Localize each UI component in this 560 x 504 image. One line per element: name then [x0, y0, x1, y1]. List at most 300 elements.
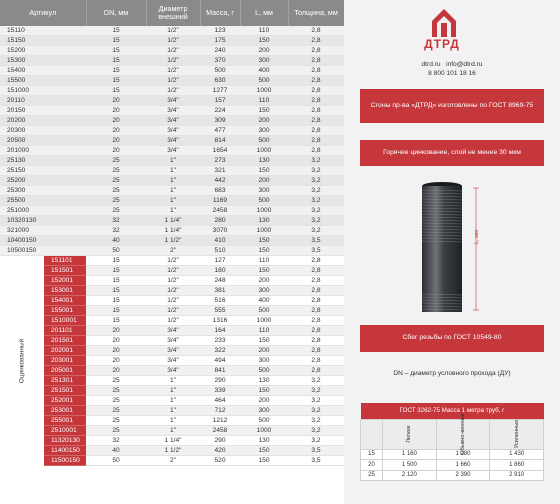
cell-article: 202001 [44, 346, 86, 356]
cell-mass: 280 [200, 216, 240, 226]
cell-length: 1000 [240, 206, 288, 216]
cell-mass: 127 [200, 256, 240, 266]
cell-diameter: 1/2" [146, 26, 200, 36]
table-row [0, 436, 344, 446]
table-row [0, 196, 344, 206]
cell-article: 10400150 [0, 236, 86, 246]
cell-mass: 157 [200, 96, 240, 106]
thread-note: Сбег резьбы по ГОСТ 10549-80 [360, 325, 544, 352]
cell-article: 201501 [44, 336, 86, 346]
cell-article: 20500 [0, 136, 86, 146]
mass-cell: 1 500 [383, 460, 437, 471]
cell-diameter: 3/4" [146, 126, 200, 136]
cell-length: 150 [240, 166, 288, 176]
cell-diameter: 3/4" [146, 146, 200, 156]
cell-length: 150 [240, 446, 288, 456]
cell-thickness: 2,8 [288, 286, 344, 296]
cell-mass: 1277 [200, 86, 240, 96]
cell-mass: 224 [200, 106, 240, 116]
cell-diameter: 1" [146, 196, 200, 206]
mass-table-title: ГОСТ 3262-75 Масса 1 метра труб, г [361, 403, 544, 419]
mass-cell: 20 [361, 460, 383, 471]
cell-dn: 15 [86, 86, 146, 96]
cell-thickness: 2,8 [288, 306, 344, 316]
cell-mass: 273 [200, 156, 240, 166]
cell-mass: 442 [200, 176, 240, 186]
cell-article: 15300 [0, 56, 86, 66]
mass-cell: 25 [361, 470, 383, 481]
cell-mass: 1654 [200, 146, 240, 156]
cell-thickness: 3,2 [288, 226, 344, 236]
cell-thickness: 3,2 [288, 156, 344, 166]
table-row [0, 446, 344, 456]
cell-length: 300 [240, 126, 288, 136]
cell-diameter: 1 1/4" [146, 436, 200, 446]
cell-article: 151000 [0, 86, 86, 96]
mass-cell: 1 860 [490, 460, 544, 471]
cell-dn: 20 [86, 146, 146, 156]
cell-thickness: 2,8 [288, 276, 344, 286]
cell-dn: 25 [86, 416, 146, 426]
cell-mass: 555 [200, 306, 240, 316]
cell-dn: 40 [86, 236, 146, 246]
cell-length: 500 [240, 306, 288, 316]
cell-dn: 40 [86, 446, 146, 456]
cell-dn: 20 [86, 356, 146, 366]
cell-mass: 477 [200, 126, 240, 136]
cell-article: 15500 [0, 76, 86, 86]
mass-cell: 2 120 [383, 470, 437, 481]
col-mass: Масса, г [200, 0, 240, 26]
cell-thickness: 3,2 [288, 186, 344, 196]
table-row [0, 426, 344, 436]
mass-head-light: Легкие [383, 419, 437, 449]
cell-thickness: 3,5 [288, 446, 344, 456]
mass-row [361, 460, 544, 471]
cell-thickness: 3,5 [288, 456, 344, 466]
cell-dn: 15 [86, 76, 146, 86]
cell-diameter: 1 1/4" [146, 216, 200, 226]
cell-mass: 175 [200, 36, 240, 46]
cell-dn: 15 [86, 66, 146, 76]
email-link[interactable]: info@dtrd.ru [446, 61, 483, 68]
length-label: L, мм [473, 230, 480, 244]
cell-dn: 15 [86, 266, 146, 276]
cell-article: 252001 [44, 396, 86, 406]
table-row [0, 246, 344, 256]
cell-article: 25300 [0, 186, 86, 196]
cell-diameter: 1/2" [146, 56, 200, 66]
cell-article: 20200 [0, 116, 86, 126]
table-row [0, 256, 344, 266]
cell-thickness: 2,8 [288, 346, 344, 356]
cell-thickness: 3,2 [288, 216, 344, 226]
cell-dn: 25 [86, 166, 146, 176]
cell-article: 251301 [44, 376, 86, 386]
mass-cell: 1 430 [490, 449, 544, 460]
cell-thickness: 2,8 [288, 296, 344, 306]
cell-diameter: 1" [146, 416, 200, 426]
cell-diameter: 1" [146, 206, 200, 216]
cell-dn: 15 [86, 276, 146, 286]
cell-diameter: 3/4" [146, 356, 200, 366]
cell-dn: 32 [86, 216, 146, 226]
cell-dn: 20 [86, 366, 146, 376]
cell-length: 200 [240, 276, 288, 286]
cell-article: 255001 [44, 416, 86, 426]
cell-dn: 20 [86, 96, 146, 106]
table-row [0, 46, 344, 56]
cell-diameter: 1/2" [146, 46, 200, 56]
cell-mass: 321 [200, 166, 240, 176]
table-row [0, 116, 344, 126]
pipe-illustration [380, 178, 500, 318]
cell-thickness: 2,8 [288, 56, 344, 66]
cell-length: 1000 [240, 426, 288, 436]
cell-article: 152001 [44, 276, 86, 286]
phone-number[interactable]: 8 800 101 18 16 [428, 70, 476, 77]
cell-length: 150 [240, 106, 288, 116]
cell-article: 321000 [0, 226, 86, 236]
cell-diameter: 1/2" [146, 266, 200, 276]
cell-article: 25150 [0, 166, 86, 176]
table-body-galvanized [0, 256, 344, 466]
mass-row [361, 449, 544, 460]
cell-mass: 240 [200, 46, 240, 56]
cell-thickness: 3,2 [288, 176, 344, 186]
mass-cell: 2 390 [436, 470, 490, 481]
cell-thickness: 3,2 [288, 416, 344, 426]
table-row [0, 326, 344, 336]
cell-article: 151501 [44, 266, 86, 276]
cell-thickness: 2,8 [288, 116, 344, 126]
mass-cell: 2 910 [490, 470, 544, 481]
cell-length: 130 [240, 376, 288, 386]
cell-article: 25130 [0, 156, 86, 166]
cell-thickness: 2,8 [288, 106, 344, 116]
cell-mass: 510 [200, 246, 240, 256]
cell-dn: 15 [86, 26, 146, 36]
table-row [0, 66, 344, 76]
cell-thickness: 2,8 [288, 326, 344, 336]
cell-article: 15400 [0, 66, 86, 76]
brand-name: ДТРД [424, 37, 460, 51]
cell-article: 205001 [44, 366, 86, 376]
cell-length: 150 [240, 336, 288, 346]
table-row [0, 386, 344, 396]
cell-dn: 25 [86, 406, 146, 416]
cell-diameter: 1" [146, 396, 200, 406]
cell-dn: 15 [86, 316, 146, 326]
cell-mass: 410 [200, 236, 240, 246]
cell-length: 150 [240, 246, 288, 256]
cell-thickness: 2,8 [288, 256, 344, 266]
table-row [0, 336, 344, 346]
cell-diameter: 3/4" [146, 116, 200, 126]
cell-diameter: 1 1/4" [146, 226, 200, 236]
cell-length: 300 [240, 356, 288, 366]
cell-article: 20150 [0, 106, 86, 116]
cell-thickness: 3,5 [288, 246, 344, 256]
table-row [0, 156, 344, 166]
cell-diameter: 3/4" [146, 96, 200, 106]
cell-length: 130 [240, 156, 288, 166]
info-panel [344, 0, 560, 504]
cell-article: 10500150 [0, 246, 86, 256]
cell-length: 500 [240, 366, 288, 376]
cell-length: 110 [240, 326, 288, 336]
cell-dn: 25 [86, 186, 146, 196]
cell-length: 300 [240, 186, 288, 196]
cell-dn: 15 [86, 286, 146, 296]
cell-article: 15150 [0, 36, 86, 46]
cell-article: 201101 [44, 326, 86, 336]
cell-mass: 712 [200, 406, 240, 416]
mass-head-ordinary: Обыкно-венные [436, 419, 490, 449]
cell-diameter: 3/4" [146, 136, 200, 146]
col-diameter: Диаметр внешний [146, 0, 200, 26]
cell-length: 200 [240, 46, 288, 56]
cell-article: 25500 [0, 196, 86, 206]
cell-article: 2510001 [44, 426, 86, 436]
cell-length: 400 [240, 296, 288, 306]
cell-mass: 180 [200, 266, 240, 276]
cell-article: 11500150 [44, 456, 86, 466]
col-thickness: Толщина, мм [288, 0, 344, 26]
mass-table-body [361, 449, 544, 481]
table-row [0, 216, 344, 226]
cell-dn: 25 [86, 426, 146, 436]
cell-thickness: 3,2 [288, 406, 344, 416]
cell-dn: 25 [86, 206, 146, 216]
table-row [0, 266, 344, 276]
cell-dn: 20 [86, 116, 146, 126]
cell-diameter: 1/2" [146, 316, 200, 326]
cell-mass: 2458 [200, 426, 240, 436]
contacts [344, 60, 560, 78]
cell-mass: 164 [200, 326, 240, 336]
cell-diameter: 1/2" [146, 296, 200, 306]
cell-diameter: 1" [146, 376, 200, 386]
cell-article: 25200 [0, 176, 86, 186]
cell-thickness: 2,8 [288, 366, 344, 376]
table-row [0, 286, 344, 296]
cell-diameter: 1" [146, 156, 200, 166]
cell-mass: 290 [200, 436, 240, 446]
table-row [0, 296, 344, 306]
cell-diameter: 1/2" [146, 36, 200, 46]
cell-length: 110 [240, 26, 288, 36]
cell-thickness: 2,8 [288, 26, 344, 36]
table-row [0, 186, 344, 196]
table-row [0, 226, 344, 236]
cell-diameter: 1 1/2" [146, 446, 200, 456]
cell-length: 1000 [240, 316, 288, 326]
table-row [0, 136, 344, 146]
cell-mass: 322 [200, 346, 240, 356]
cell-dn: 50 [86, 456, 146, 466]
cell-article: 154001 [44, 296, 86, 306]
cell-length: 400 [240, 66, 288, 76]
cell-mass: 1316 [200, 316, 240, 326]
cell-length: 200 [240, 396, 288, 406]
cell-diameter: 1/2" [146, 276, 200, 286]
cell-thickness: 3,2 [288, 376, 344, 386]
cell-diameter: 1/2" [146, 86, 200, 96]
cell-article: 11320130 [44, 436, 86, 446]
cell-diameter: 2" [146, 246, 200, 256]
cell-dn: 32 [86, 436, 146, 446]
table-row [0, 306, 344, 316]
cell-article: 10320130 [0, 216, 86, 226]
mass-head-reinforced: Усиленные [490, 419, 544, 449]
cell-dn: 15 [86, 36, 146, 46]
cell-thickness: 2,8 [288, 126, 344, 136]
cell-length: 110 [240, 96, 288, 106]
mass-cell: 1 660 [436, 460, 490, 471]
table-row [0, 366, 344, 376]
cell-length: 500 [240, 196, 288, 206]
mass-head-dn [361, 419, 383, 449]
cell-dn: 15 [86, 256, 146, 266]
cell-article: 155001 [44, 306, 86, 316]
cell-diameter: 1/2" [146, 256, 200, 266]
cell-thickness: 3,2 [288, 386, 344, 396]
cell-dn: 20 [86, 336, 146, 346]
cell-diameter: 1" [146, 186, 200, 196]
cell-thickness: 3,2 [288, 396, 344, 406]
cell-thickness: 2,8 [288, 146, 344, 156]
table-body-black [0, 26, 344, 256]
table-row [0, 276, 344, 286]
cell-dn: 15 [86, 46, 146, 56]
cell-mass: 3070 [200, 226, 240, 236]
cell-thickness: 3,2 [288, 206, 344, 216]
cell-diameter: 1" [146, 176, 200, 186]
cell-mass: 248 [200, 276, 240, 286]
cell-article: 20300 [0, 126, 86, 136]
cell-thickness: 3,2 [288, 166, 344, 176]
table-row [0, 36, 344, 46]
cell-diameter: 3/4" [146, 336, 200, 346]
table-row [0, 396, 344, 406]
cell-article: 15200 [0, 46, 86, 56]
house-logo-icon [404, 7, 480, 37]
cell-article: 153001 [44, 286, 86, 296]
cell-diameter: 1/2" [146, 76, 200, 86]
cell-thickness: 2,8 [288, 96, 344, 106]
cell-diameter: 3/4" [146, 326, 200, 336]
cell-thickness: 2,8 [288, 86, 344, 96]
cell-article: 15110 [0, 26, 86, 36]
table-row [0, 406, 344, 416]
cell-dn: 25 [86, 176, 146, 186]
standard-note: Сгоны пр-ва «ДТРД» изготовлены по ГОСТ 8969-75 [360, 89, 544, 123]
table-row [0, 76, 344, 86]
table-row [0, 146, 344, 156]
cell-thickness: 2,8 [288, 76, 344, 86]
table-row [0, 56, 344, 66]
cell-mass: 683 [200, 186, 240, 196]
cell-mass: 370 [200, 56, 240, 66]
cell-article: 251000 [0, 206, 86, 216]
cell-dn: 15 [86, 306, 146, 316]
cell-length: 500 [240, 76, 288, 86]
cell-thickness: 2,8 [288, 66, 344, 76]
cell-mass: 290 [200, 376, 240, 386]
cell-length: 150 [240, 456, 288, 466]
table-row [0, 106, 344, 116]
cell-diameter: 3/4" [146, 366, 200, 376]
cell-diameter: 1/2" [146, 66, 200, 76]
cell-thickness: 2,8 [288, 266, 344, 276]
table-row [0, 176, 344, 186]
col-article: Артикул [0, 0, 86, 26]
mass-cell: 1 280 [436, 449, 490, 460]
cell-diameter: 1" [146, 426, 200, 436]
col-dn: DN, мм [86, 0, 146, 26]
cell-length: 500 [240, 416, 288, 426]
cell-length: 300 [240, 406, 288, 416]
cell-mass: 1212 [200, 416, 240, 426]
cell-article: 20110 [0, 96, 86, 106]
cell-length: 1000 [240, 146, 288, 156]
pipe-image [380, 178, 500, 318]
cell-mass: 814 [200, 136, 240, 146]
cell-article: 11400150 [44, 446, 86, 456]
cell-mass: 381 [200, 286, 240, 296]
table-row [0, 456, 344, 466]
cell-mass: 123 [200, 26, 240, 36]
table-row [0, 236, 344, 246]
cell-dn: 20 [86, 106, 146, 116]
cell-dn: 20 [86, 136, 146, 146]
cell-length: 130 [240, 436, 288, 446]
dn-note: DN – диаметр условного прохода (ДУ) [393, 370, 511, 377]
cell-diameter: 3/4" [146, 346, 200, 356]
cell-mass: 339 [200, 386, 240, 396]
cell-dn: 25 [86, 396, 146, 406]
cell-article: 201000 [0, 146, 86, 156]
cell-dn: 20 [86, 126, 146, 136]
table-row [0, 376, 344, 386]
cell-diameter: 1" [146, 406, 200, 416]
col-length: L, мм [240, 0, 288, 26]
cell-thickness: 2,8 [288, 336, 344, 346]
cell-dn: 25 [86, 376, 146, 386]
cell-length: 300 [240, 56, 288, 66]
site-link[interactable]: dtrd.ru [421, 61, 441, 68]
cell-mass: 464 [200, 396, 240, 406]
cell-dn: 20 [86, 346, 146, 356]
cell-dn: 25 [86, 196, 146, 206]
cell-diameter: 2" [146, 456, 200, 466]
cell-article: 203001 [44, 356, 86, 366]
cell-diameter: 1" [146, 166, 200, 176]
galvanized-side-label: Оцинкованный [0, 256, 44, 466]
cell-dn: 25 [86, 156, 146, 166]
cell-article: 151101 [44, 256, 86, 266]
table-row [0, 96, 344, 106]
cell-thickness: 3,5 [288, 236, 344, 246]
table-row [0, 416, 344, 426]
cell-mass: 420 [200, 446, 240, 456]
mass-cell: 1 160 [383, 449, 437, 460]
cell-mass: 841 [200, 366, 240, 376]
mass-cell: 15 [361, 449, 383, 460]
cell-thickness: 2,8 [288, 46, 344, 56]
cell-dn: 25 [86, 386, 146, 396]
